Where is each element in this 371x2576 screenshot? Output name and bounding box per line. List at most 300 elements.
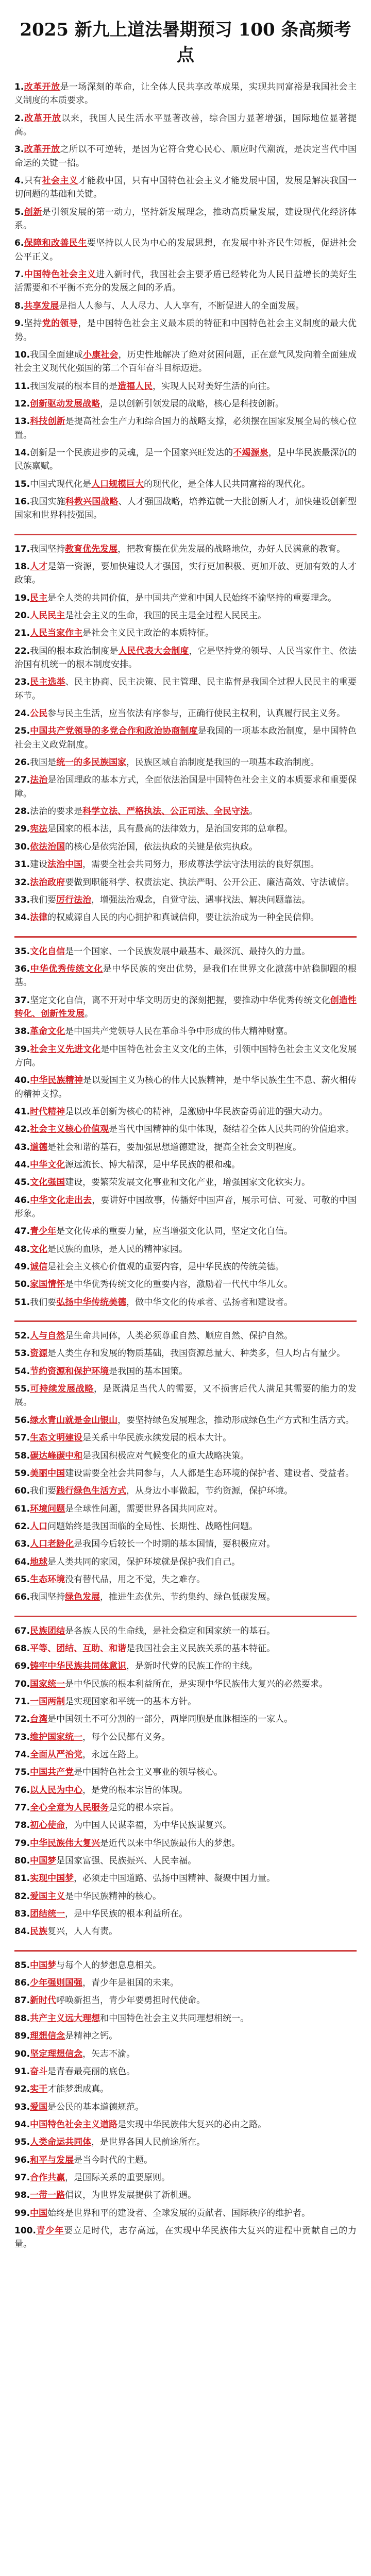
- point-item: [14, 1260, 357, 1274]
- point-text-post: 建设需要全社会共同参与，人人都是生态环境的保护者、建设者、受益者。: [65, 1468, 355, 1479]
- point-item: [14, 1925, 357, 1938]
- point-keyword: 文化自信: [30, 946, 65, 957]
- point-keyword: 法治政府: [30, 877, 65, 888]
- point-keyword: 人才: [30, 561, 48, 572]
- point-keyword: 生态文明建设: [30, 1433, 83, 1444]
- point-item: [14, 1731, 357, 1744]
- point-text-post: 是青春最亮丽的底色。: [47, 2066, 136, 2077]
- point-number: 63.: [14, 1539, 30, 1550]
- point-number: 81.: [14, 1873, 30, 1884]
- point-text-pre: 我国坚持: [30, 1592, 65, 1603]
- point-text-post: 是国家的根本法，具有最高的法律效力，是治国安邦的总章程。: [47, 824, 293, 835]
- point-keyword: 坚定理想信念: [30, 2048, 83, 2059]
- point-text-post: 是全球性问题，需要世界各国共同应对。: [65, 1503, 223, 1514]
- point-number: 6.: [14, 238, 24, 249]
- point-item: [14, 1713, 357, 1726]
- point-text-post: 是我国积极应对气候变化的重大战略决策。: [82, 1450, 249, 1461]
- point-item: [14, 1659, 357, 1673]
- point-text-post: 。: [85, 1008, 93, 1019]
- point-text-post: ，民族区域自治制度是我国的一项基本政治制度。: [126, 757, 319, 768]
- point-number: 89.: [14, 2031, 30, 2042]
- point-text-post: 始终是世界和平的建设者、全球发展的贡献者、国际秩序的维护者。: [47, 2208, 311, 2218]
- point-text-post: ，增强法治观念，自觉守法、遇事找法、解决问题靠法。: [91, 894, 311, 905]
- point-item: [14, 1074, 357, 1101]
- point-number: 80.: [14, 1856, 30, 1867]
- point-text-post: 是我国的一项基本政治制度，是中国特色社会主义政党制度。: [14, 726, 357, 750]
- point-keyword: 全心全意为人民服务: [30, 1803, 109, 1814]
- point-number: 84.: [14, 1926, 30, 1937]
- point-text-post: 是一场深刻的革命，让全体人民共享改革成果，实现共同富裕是我国社会主义制度的本质要求。: [14, 82, 357, 106]
- point-number: 5.: [14, 207, 24, 217]
- point-item: [14, 380, 357, 393]
- point-keyword: 一国两制: [30, 1696, 65, 1707]
- point-number: 94.: [14, 2119, 30, 2130]
- point-text-post: 才能救中国，只有中国特色社会主义才能发展中国，发展是解决我国一切问题的基础和关键。: [14, 176, 357, 200]
- point-text-post: 是指人人参与、人人尽力、人人享有，不断促进人的全面发展。: [59, 300, 305, 311]
- point-keyword: 全面从严治党: [30, 1750, 83, 1760]
- point-keyword: 弘扬中华传统美德: [56, 1297, 127, 1308]
- point-number: 22.: [14, 646, 30, 656]
- point-text-post: ，必须走中国道路、弘扬中国精神、凝聚中国力量。: [74, 1873, 276, 1884]
- point-item: [14, 415, 357, 442]
- point-number: 30.: [14, 841, 30, 852]
- point-item: [14, 174, 357, 201]
- point-item: [14, 348, 357, 376]
- point-number: 17.: [14, 544, 30, 554]
- point-keyword: 初心使命: [30, 1820, 65, 1831]
- point-number: 7.: [14, 269, 24, 280]
- point-item: [14, 1555, 357, 1569]
- point-text-post: ，要讲好中国故事，传播好中国声音，展示可信、可爱、可敬的中国形象。: [14, 1195, 357, 1219]
- point-text-post: ，永远在路上。: [82, 1750, 144, 1760]
- point-item: [14, 495, 357, 522]
- point-item: [14, 1994, 357, 2007]
- point-item: [14, 2224, 357, 2251]
- point-item: [14, 1890, 357, 1903]
- point-text-pre: 坚定文化自信，离不开对中华文明历史的深刻把握，要推动中华优秀传统文化: [30, 995, 330, 1006]
- point-text-post: 是公民的基本道德规范。: [47, 2102, 144, 2112]
- point-text-post: 建设，要繁荣发展文化事业和文化产业，增强国家文化软实力。: [65, 1177, 311, 1188]
- point-text-post: 是我国的基本国策。: [109, 1366, 188, 1377]
- point-keyword: 科技创新: [30, 416, 65, 427]
- point-keyword: 人民代表大会制度: [118, 646, 189, 656]
- point-item: [14, 1801, 357, 1815]
- point-item: [14, 1414, 357, 1427]
- point-keyword: 铸牢中华民族共同体意识: [30, 1661, 127, 1672]
- point-keyword: 碳达峰碳中和: [30, 1450, 83, 1461]
- point-keyword: 中国特色社会主义道路: [30, 2119, 118, 2130]
- point-keyword: 创新驱动发展战略: [30, 398, 100, 409]
- point-text-post: 问题始终是我国面临的全局性、长期性、战略性问题。: [47, 1521, 258, 1532]
- point-text-post: 复兴，人人有责。: [47, 1926, 118, 1937]
- point-text-post: 是以爱国主义为核心的伟大民族精神，是中华民族生生不息、薪火相传的精神支撑。: [14, 1075, 357, 1099]
- point-item: [14, 994, 357, 1021]
- point-item: [14, 1766, 357, 1779]
- point-item: [14, 2136, 357, 2149]
- point-text-post: ，是中华民族的根本利益所在。: [65, 1909, 188, 1920]
- point-keyword: 党的领导: [42, 318, 78, 329]
- point-number: 1.: [14, 82, 24, 92]
- point-keyword: 中华民族伟大复兴: [30, 1838, 100, 1849]
- point-item: [14, 893, 357, 907]
- point-text-post: ，是中华民族最深沉的民族禀赋。: [14, 447, 357, 472]
- point-item: [14, 1123, 357, 1136]
- point-keyword: 改革开放: [24, 113, 61, 124]
- point-item: [14, 1907, 357, 1921]
- point-text-post: 是第一资源，要加快建设人才强国，实行更加积极、更加开放、更加有效的人才政策。: [14, 561, 357, 586]
- point-keyword: 人与自然: [30, 1331, 65, 1342]
- point-item: [14, 2189, 357, 2202]
- point-text-pre: 我国实施: [30, 496, 65, 507]
- point-text-pre: 我们要: [30, 894, 57, 905]
- point-text-post: 是生命共同体，人类必须尊重自然、顺应自然、保护自然。: [65, 1331, 293, 1342]
- point-text-post: 是中国特色社会主义文化的主体，引领中国特色社会主义文化发展方向。: [14, 1044, 357, 1068]
- point-item: [14, 317, 357, 344]
- point-number: 72.: [14, 1714, 30, 1725]
- point-text-post: ，是党的根本宗旨的体现。: [82, 1785, 188, 1795]
- point-keyword: 绿水青山就是金山银山: [30, 1415, 118, 1426]
- point-text-post: ，它是坚持党的领导、人民当家作主、依法治国有机统一的根本制度安排。: [14, 646, 357, 670]
- point-item: [14, 645, 357, 672]
- point-number: 59.: [14, 1468, 30, 1479]
- point-text-post: 是提高社会生产力和综合国力的战略支撑，必须摆在国家发展全局的核心位置。: [14, 416, 357, 440]
- point-item: [14, 609, 357, 622]
- point-keyword: 统一的多民族国家: [56, 757, 127, 768]
- point-item: [14, 2207, 357, 2220]
- point-text-post: ，是新时代党的民族工作的主线。: [126, 1661, 258, 1672]
- point-keyword: 生态环境: [30, 1574, 65, 1585]
- point-item: [14, 1520, 357, 1533]
- point-number: 21.: [14, 628, 30, 639]
- point-item: [14, 268, 357, 295]
- point-keyword: 中国梦: [30, 1856, 57, 1867]
- point-text-post: 是党的根本宗旨。: [109, 1803, 179, 1814]
- point-number: 60.: [14, 1486, 30, 1497]
- point-keyword: 社会主义核心价值观: [30, 1124, 109, 1135]
- point-keyword: 法律: [30, 912, 48, 923]
- point-keyword: 地球: [30, 1556, 48, 1567]
- point-text-post: 、人才强国战略，培养造就一大批创新人才，加快建设创新型国家和世界科技强国。: [14, 496, 357, 521]
- point-item: [14, 112, 357, 139]
- point-text-post: 是精神之钙。: [65, 2031, 118, 2042]
- point-item: [14, 299, 357, 313]
- point-item: [14, 1590, 357, 1604]
- point-item: [14, 1176, 357, 1189]
- point-keyword: 中华优秀传统文化: [30, 963, 103, 974]
- point-item: [14, 1837, 357, 1850]
- point-text-post: ，需要全社会共同努力，形成尊法学法守法用法的良好氛围。: [82, 859, 319, 870]
- point-text-post: 、民主协商、民主决策、民主管理、民主监督是我国全过程人民民主的重要环节。: [14, 677, 357, 701]
- point-text-post: 才能梦想成真。: [47, 2084, 109, 2095]
- point-text-pre: 我国全面建成: [30, 349, 83, 360]
- point-number: 49.: [14, 1262, 30, 1273]
- point-keyword: 中国梦: [30, 1960, 57, 1971]
- point-number: 86.: [14, 1978, 30, 1989]
- point-keyword: 资源: [30, 1348, 48, 1359]
- point-item: [14, 1365, 357, 1378]
- point-item: [14, 805, 357, 818]
- point-keyword: 改革开放: [24, 144, 60, 155]
- point-item: [14, 1105, 357, 1118]
- page-title: 2025 新九上道法暑期预习 100 条高频考点: [20, 20, 351, 65]
- point-number: 31.: [14, 859, 30, 870]
- point-text-post: 要做到职能科学、权责法定、执法严明、公开公正、廉洁高效、守法诚信。: [65, 877, 355, 888]
- point-number: 62.: [14, 1521, 30, 1532]
- point-keyword: 人口: [30, 1521, 48, 1532]
- point-item: [14, 1141, 357, 1154]
- point-keyword: 国家统一: [30, 1679, 65, 1689]
- point-item: [14, 1695, 357, 1708]
- point-item: [14, 675, 357, 703]
- point-number: 41.: [14, 1106, 30, 1117]
- point-text-pre: 建设: [30, 859, 48, 870]
- point-number: 13.: [14, 416, 30, 427]
- point-keyword: 保障和改善民生: [24, 238, 87, 249]
- point-text-post: 是中国特色社会主义事业的领导核心。: [74, 1767, 223, 1778]
- point-text-post: 是治国理政的基本方式，全面依法治国是中国特色社会主义的本质要求和重要保障。: [14, 775, 357, 799]
- point-text-post: 是近代以来中华民族最伟大的梦想。: [100, 1838, 241, 1849]
- point-keyword: 法治中国: [47, 859, 83, 870]
- point-item: [14, 858, 357, 871]
- point-keyword: 社会主义: [42, 176, 78, 187]
- point-number: 50.: [14, 1279, 30, 1290]
- point-keyword: 人口老龄化: [30, 1539, 74, 1550]
- point-number: 12.: [14, 398, 30, 409]
- point-number: 67.: [14, 1625, 30, 1636]
- point-item: [14, 1194, 357, 1221]
- point-number: 88.: [14, 2013, 30, 2024]
- point-text-post: 之所以不可逆转，是因为它符合党心民心、顺应时代潮流，是决定当代中国命运的关键一招。: [14, 144, 357, 168]
- point-number: 71.: [14, 1696, 30, 1707]
- point-keyword: 美丽中国: [30, 1468, 65, 1479]
- point-number: 90.: [14, 2048, 30, 2059]
- point-keyword: 中华文化: [30, 1160, 65, 1170]
- point-keyword: 中国共产党: [30, 1767, 74, 1778]
- point-text-post: ，历史性地解决了绝对贫困问题，正在意气风发向着全面建成社会主义现代化强国的第二个百年奋斗目标迈进。: [14, 349, 357, 374]
- point-text-pre: 法治的要求是: [30, 806, 83, 817]
- point-text-post: 是我国社会主义民族关系的基本特征。: [126, 1643, 276, 1654]
- point-text-pre: 我国的根本政治制度是: [30, 646, 119, 656]
- point-keyword: 文化强国: [30, 1177, 65, 1188]
- point-keyword: 理想信念: [30, 2031, 65, 2042]
- point-text-pre: 我们要: [30, 1297, 57, 1308]
- point-number: 3.: [14, 144, 24, 155]
- point-text-post: ，矢志不渝。: [82, 2048, 136, 2059]
- point-number: 36.: [14, 963, 30, 974]
- point-item: [14, 1819, 357, 1832]
- point-item: [14, 446, 357, 473]
- point-number: 53.: [14, 1348, 30, 1359]
- point-keyword: 爱国主义: [30, 1891, 65, 1902]
- point-item: [14, 2118, 357, 2131]
- point-keyword: 新时代: [30, 1995, 57, 2006]
- point-item: [14, 626, 357, 640]
- point-number: 18.: [14, 561, 30, 572]
- point-item: [14, 945, 357, 958]
- point-item: [14, 2029, 357, 2043]
- point-keyword: 民主: [30, 592, 48, 603]
- point-number: 66.: [14, 1592, 30, 1603]
- point-number: 75.: [14, 1767, 30, 1778]
- point-item: [14, 1431, 357, 1445]
- point-keyword: 科教兴国战略: [65, 496, 119, 507]
- point-keyword: 改革开放: [24, 82, 60, 92]
- point-number: 68.: [14, 1643, 30, 1654]
- point-number: 32.: [14, 877, 30, 888]
- point-item: [14, 756, 357, 769]
- point-keyword: 创新: [24, 207, 42, 217]
- point-item: [14, 591, 357, 605]
- point-number: 51.: [14, 1297, 30, 1308]
- point-keyword: 家国情怀: [30, 1279, 65, 1290]
- point-keyword: 法治: [30, 775, 48, 786]
- point-number: 4.: [14, 176, 24, 187]
- point-number: 25.: [14, 726, 30, 737]
- point-text-pre: 只有: [24, 176, 42, 187]
- point-number: 15.: [14, 479, 30, 489]
- point-number: 10.: [14, 349, 30, 360]
- point-item: [14, 478, 357, 491]
- point-text-post: 是各族人民的生命线，是社会稳定和国家统一的基石。: [65, 1625, 276, 1636]
- point-item: [14, 1854, 357, 1868]
- point-item: [14, 543, 357, 556]
- point-keyword: 共享发展: [24, 300, 59, 311]
- point-keyword: 践行绿色生活方式: [56, 1486, 127, 1497]
- point-number: 34.: [14, 912, 30, 923]
- point-number: 73.: [14, 1732, 30, 1742]
- point-text-post: ，是中国特色社会主义最本质的特征和中国特色社会主义制度的最大优势。: [14, 318, 357, 343]
- point-keyword: 中国: [30, 2208, 48, 2218]
- point-text-post: 是关系中华民族永续发展的根本大计。: [82, 1433, 232, 1444]
- point-text-post: 是中华民族的根本利益所在，是实现中华民族伟大复兴的必然要求。: [65, 1679, 328, 1689]
- point-keyword: 小康社会: [83, 349, 119, 360]
- point-text-post: 进入新时代，我国社会主要矛盾已经转化为人民日益增长的美好生活需要和不平衡不充分的发展之间的矛盾。: [14, 269, 357, 294]
- point-text-post: ，推进生态优先、节约集约、绿色低碳发展。: [100, 1592, 276, 1603]
- point-text-post: 没有替代品，用之不觉，失之难存。: [65, 1574, 206, 1585]
- point-text-post: 是实现中华民族伟大复兴的必由之路。: [117, 2119, 267, 2130]
- point-number: 43.: [14, 1142, 30, 1153]
- point-keyword: 诚信: [30, 1262, 48, 1273]
- point-item: [14, 1382, 357, 1410]
- point-keyword: 台湾: [30, 1714, 48, 1725]
- point-number: 99.: [14, 2208, 30, 2218]
- point-item: [14, 1573, 357, 1586]
- point-keyword: 青少年: [36, 2225, 64, 2236]
- point-text-post: 是民族的血脉，是人民的精神家园。: [47, 1244, 188, 1255]
- point-text-post: ，是世界各国人民前途所在。: [91, 2137, 206, 2148]
- point-text-post: 要坚持以人民为中心的发展思想，在发展中补齐民生短板，促进社会公平正义。: [14, 238, 357, 262]
- point-item: [14, 1025, 357, 1038]
- point-item: [14, 2047, 357, 2061]
- point-text-post: ，做中华文化的传承者、弘扬者和建设者。: [126, 1297, 293, 1308]
- point-number: 95.: [14, 2137, 30, 2148]
- point-keyword: 公民: [30, 708, 48, 719]
- point-text-pre: 我国发展的根本目的是: [30, 381, 118, 392]
- point-text-post: 是当代中国精神的集中体现，凝结着全体人民共同的价值追求。: [109, 1124, 355, 1135]
- point-item: [14, 822, 357, 836]
- point-number: 54.: [14, 1366, 30, 1377]
- point-keyword: 中国特色社会主义: [24, 269, 96, 280]
- point-keyword: 奋斗: [30, 2066, 48, 2077]
- point-item: [14, 1959, 357, 1972]
- point-number: 48.: [14, 1244, 30, 1255]
- point-text-post: ，要坚持绿色发展理念，推动形成绿色生产方式和生活方式。: [117, 1415, 355, 1426]
- point-keyword: 少年强则国强: [30, 1978, 83, 1989]
- point-item: [14, 80, 357, 108]
- point-item: [14, 2154, 357, 2167]
- point-item: [14, 962, 357, 990]
- point-keyword: 中国共产党领导的多党合作和政治协商制度: [30, 726, 198, 737]
- point-item: [14, 1484, 357, 1498]
- content-sections: [14, 80, 357, 2251]
- point-number: 85.: [14, 1960, 30, 1971]
- point-text-post: 是实现国家和平统一的基本方针。: [65, 1696, 197, 1707]
- point-number: 2.: [14, 113, 24, 124]
- point-number: 35.: [14, 946, 30, 957]
- point-text-post: 是人类共同的家园，保护环境就是保护我们自己。: [47, 1556, 241, 1567]
- point-text-post: ，每个公民都有义务。: [82, 1732, 171, 1742]
- point-item: [14, 1347, 357, 1360]
- point-number: 26.: [14, 757, 30, 768]
- point-text-post: 是我国今后较长一个时期的基本国情，要积极应对。: [74, 1539, 276, 1550]
- point-keyword: 爱国: [30, 2102, 48, 2112]
- point-keyword: 可持续发展战略: [30, 1384, 94, 1395]
- point-item: [14, 560, 357, 587]
- point-text-post: 是一个国家、一个民族发展中最基本、最深沉、最持久的力量。: [65, 946, 311, 957]
- point-text-post: 呼唤新担当，青少年要勇担时代使命。: [56, 1995, 206, 2006]
- point-keyword: 民族: [30, 1926, 48, 1937]
- section-s2: [14, 534, 357, 925]
- point-text-pre: 中国式现代化是: [30, 479, 92, 489]
- point-item: [14, 1278, 357, 1291]
- point-text-post: ，青少年是祖国的未来。: [82, 1978, 179, 1989]
- point-text-post: 是人类生存和发展的物质基础，我国资源总量大、种类多，但人均占有量少。: [47, 1348, 346, 1359]
- section-s1: [14, 80, 357, 522]
- point-keyword: 维护国家统一: [30, 1732, 83, 1742]
- point-item: [14, 1225, 357, 1238]
- point-text-post: ，是既满足当代人的需要，又不损害后代人满足其需要的能力的发展。: [14, 1384, 357, 1408]
- point-number: 55.: [14, 1384, 30, 1395]
- point-number: 24.: [14, 708, 30, 719]
- point-text-post: 是社会和谐的基石，要加强思想道德建设，提高全社会文明程度。: [47, 1142, 302, 1153]
- point-number: 38.: [14, 1026, 30, 1037]
- point-keyword: 民主选举: [30, 677, 65, 688]
- point-item: [14, 707, 357, 720]
- point-keyword: 创造性转化、创新性发展: [14, 995, 357, 1019]
- point-item: [14, 1748, 357, 1761]
- point-text-post: 是中华民族的突出优势，是我们在世界文化激荡中站稳脚跟的根基。: [14, 963, 357, 988]
- point-item: [14, 2012, 357, 2025]
- point-number: 97.: [14, 2172, 30, 2183]
- point-number: 93.: [14, 2102, 30, 2112]
- point-number: 9.: [14, 318, 24, 329]
- point-number: 16.: [14, 496, 30, 507]
- point-item: [14, 1677, 357, 1691]
- point-item: [14, 1976, 357, 1990]
- point-keyword: 实干: [30, 2084, 48, 2095]
- point-number: 69.: [14, 1661, 30, 1672]
- point-keyword: 以人民为中心: [30, 1785, 83, 1795]
- point-text-post: 。: [249, 806, 258, 817]
- point-keyword: 一带一路: [30, 2190, 65, 2201]
- point-text-post: ，是国际关系的重要原则。: [65, 2172, 171, 2183]
- point-text-post: ，把教育摆在优先发展的战略地位，办好人民满意的教育。: [117, 544, 346, 554]
- point-keyword: 和平与发展: [30, 2155, 74, 2165]
- point-number: 20.: [14, 611, 30, 621]
- point-item: [14, 1296, 357, 1309]
- point-keyword: 团结统一: [30, 1909, 65, 1920]
- point-keyword: 人民民主: [30, 611, 65, 621]
